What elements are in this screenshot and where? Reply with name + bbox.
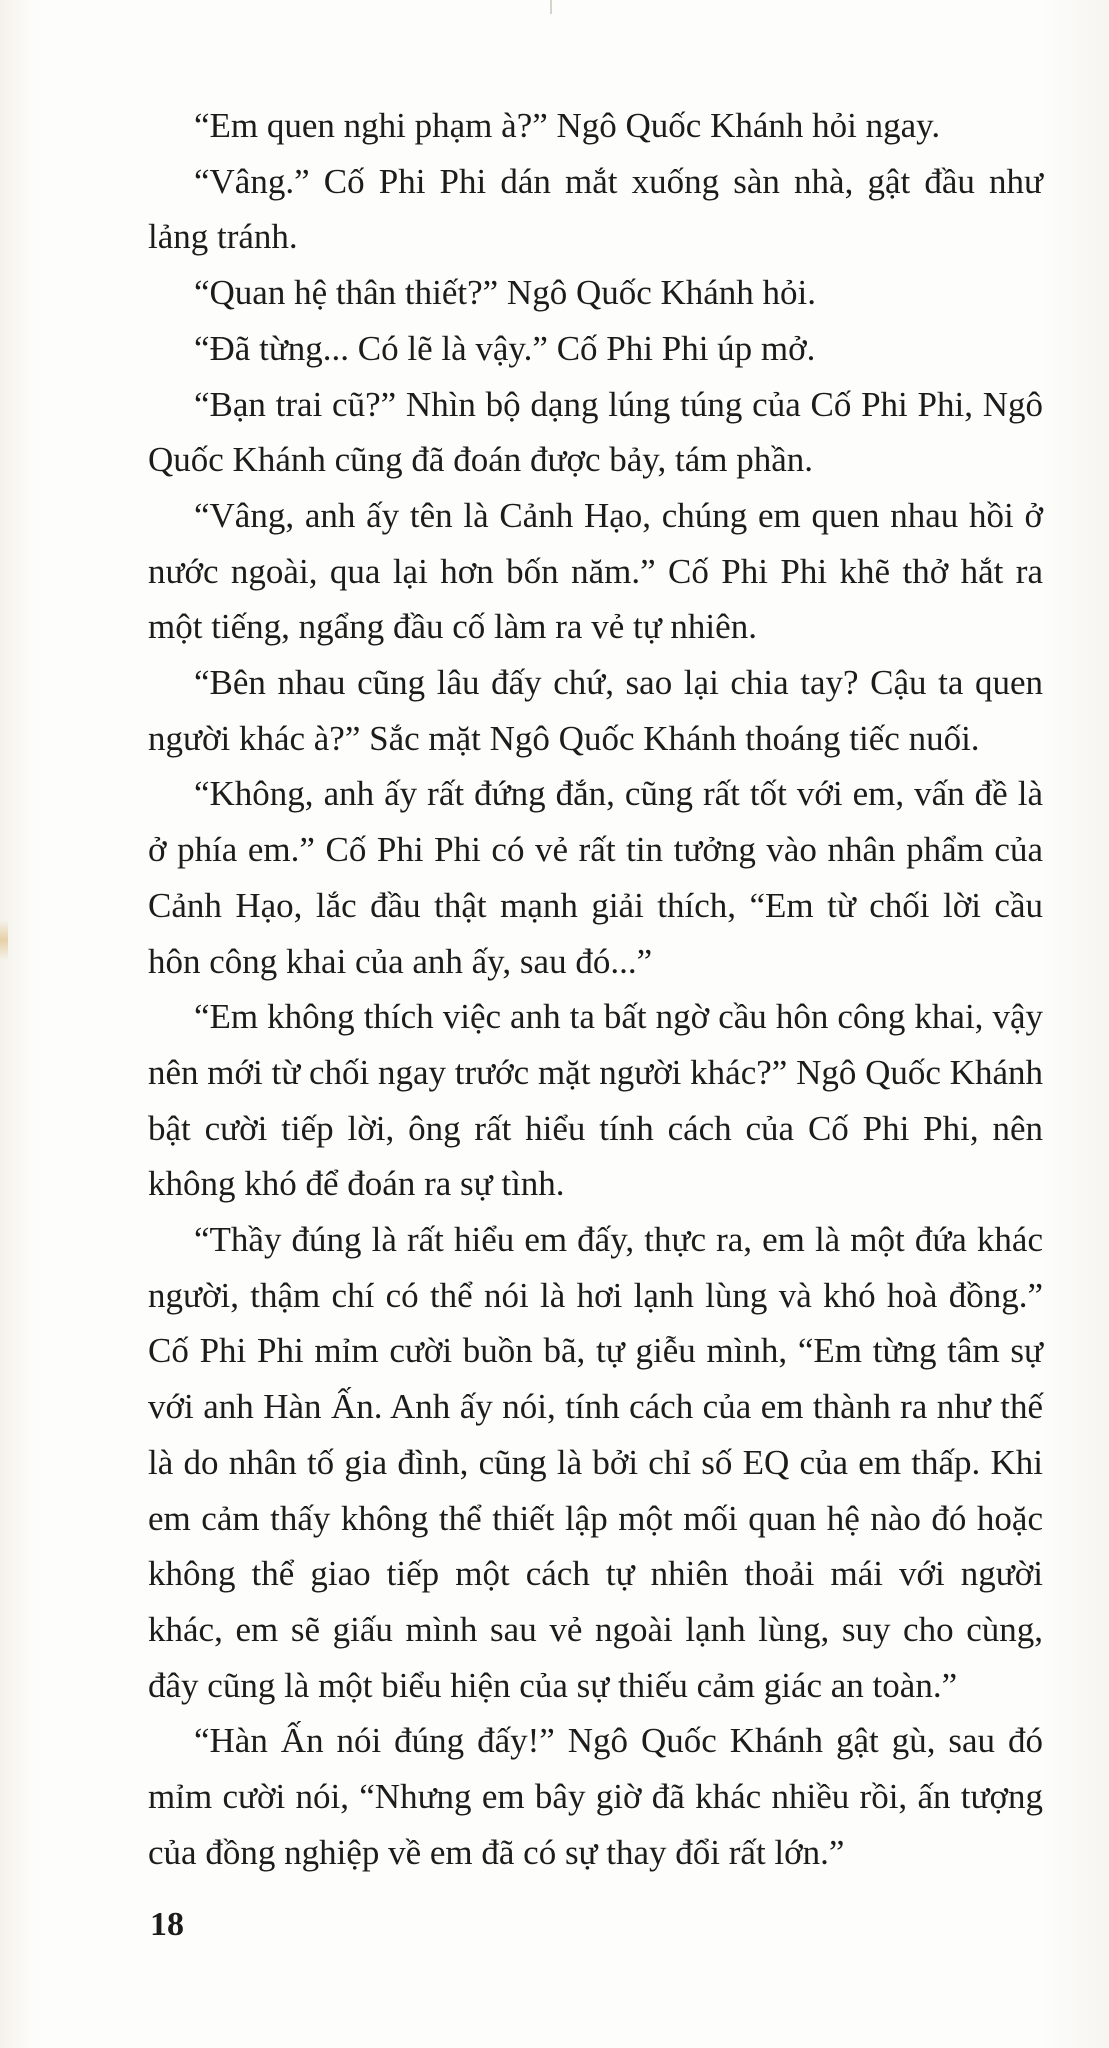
body-text [148, 98, 1043, 1881]
paragraph: “Thầy đúng là rất hiểu em đấy, thực ra, em là một đứa khác người, thậm chí có thể nói là hơi lạnh lùng và khó hoà đồng.” Cố Phi Phi mỉm cười buồn bã, tự giễu mình, “Em từng tâm sự với anh Hàn Ấn. Anh ấy nói, tính cách của em thành ra như thế là do nhân tố gia đình, cũng là bởi chỉ số EQ của em thấp. Khi em cảm thấy không thể thiết lập một mối quan hệ nào đó hoặc không thể giao tiếp một cách tự nhiên thoải mái với người khác, em sẽ giấu mình sau vẻ ngoài lạnh lùng, suy cho cùng, đây cũng là một biểu hiện của sự thiếu cảm giác an toàn.” [148, 1220, 1043, 1705]
page-edge-mark [0, 920, 8, 960]
page-edge-tick [550, 0, 552, 14]
paragraph: “Hàn Ấn nói đúng đấy!” Ngô Quốc Khánh gật gù, sau đó mỉm cười nói, “Nhưng em bây giờ đã khác nhiều rồi, ấn tượng của đồng nghiệp về em đã có sự thay đổi rất lớn.” [148, 1721, 1043, 1872]
paragraph: “Quan hệ thân thiết?” Ngô Quốc Khánh hỏi. [194, 273, 817, 313]
paragraph: “Em quen nghi phạm à?” Ngô Quốc Khánh hỏi ngay. [194, 106, 941, 145]
paragraph: “Vâng, anh ấy tên là Cảnh Hạo, chúng em quen nhau hồi ở nước ngoài, qua lại hơn bốn năm.” Cố Phi Phi khẽ thở hắt ra một tiếng, ngẩng đầu cố làm ra vẻ tự nhiên. [148, 495, 1043, 647]
paragraph: “Em không thích việc anh ta bất ngờ cầu hôn công khai, vậy nên mới từ chối ngay trước mặt người khác?” Ngô Quốc Khánh bật cười tiếp lời, ông rất hiểu tính cách của Cố Phi Phi, nên không khó để đoán ra sự tình. [148, 997, 1043, 1204]
paragraph: “Bạn trai cũ?” Nhìn bộ dạng lúng túng của Cố Phi Phi, Ngô Quốc Khánh cũng đã đoán được bảy, tám phần. [148, 384, 1043, 480]
paragraph: “Không, anh ấy rất đứng đắn, cũng rất tốt với em, vấn đề là ở phía em.” Cố Phi Phi có vẻ rất tin tưởng vào nhân phẩm của Cảnh Hạo, lắc đầu thật mạnh giải thích, “Em từ chối lời cầu hôn công khai của anh ấy, sau đó...” [148, 774, 1043, 981]
paragraph: “Bên nhau cũng lâu đấy chứ, sao lại chia tay? Cậu ta quen người khác à?” Sắc mặt Ngô Quốc Khánh thoáng tiếc nuối. [148, 663, 1043, 758]
paragraph: “Đã từng... Có lẽ là vậy.” Cố Phi Phi úp mở. [194, 328, 816, 368]
page-number: 18 [150, 1906, 184, 1943]
paragraph: “Vâng.” Cố Phi Phi dán mắt xuống sàn nhà, gật đầu như lảng tránh. [148, 161, 1043, 257]
